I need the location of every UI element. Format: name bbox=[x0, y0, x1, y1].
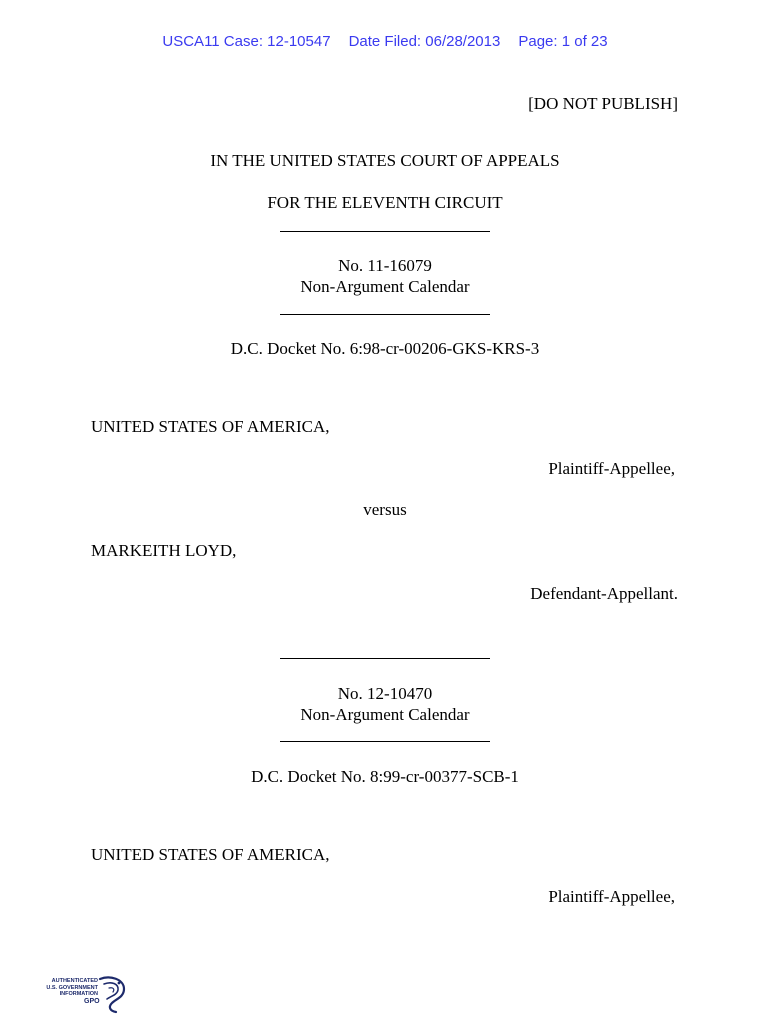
date-filed-header: Date Filed: 06/28/2013 bbox=[348, 33, 501, 50]
divider-rule bbox=[280, 314, 490, 315]
case2-calendar: Non-Argument Calendar bbox=[300, 705, 470, 724]
gpo-stamp-label: GPO bbox=[84, 998, 100, 1005]
case1-number: No. 11-16079 bbox=[338, 256, 432, 275]
case1-plaintiff: UNITED STATES OF AMERICA, bbox=[91, 417, 330, 436]
do-not-publish-label: [DO NOT PUBLISH] bbox=[528, 94, 678, 113]
divider-rule bbox=[280, 231, 490, 232]
page-count-header: Page: 1 of 23 bbox=[518, 33, 608, 50]
case2-plaintiff: UNITED STATES OF AMERICA, bbox=[91, 845, 330, 864]
divider-rule bbox=[280, 658, 490, 659]
case1-defendant-role: Defendant-Appellant. bbox=[530, 584, 678, 603]
eagle-icon bbox=[94, 975, 128, 1015]
versus-label: versus bbox=[363, 500, 407, 519]
filing-header bbox=[0, 33, 770, 50]
case-number-header: USCA11 Case: 12-10547 bbox=[162, 33, 331, 50]
case2-number: No. 12-10470 bbox=[337, 684, 433, 703]
circuit-name: FOR THE ELEVENTH CIRCUIT bbox=[267, 193, 503, 212]
case1-plaintiff-role: Plaintiff-Appellee, bbox=[548, 459, 675, 478]
case1-calendar: Non-Argument Calendar bbox=[300, 277, 470, 296]
court-name: IN THE UNITED STATES COURT OF APPEALS bbox=[210, 151, 560, 170]
case2-docket: D.C. Docket No. 8:99-cr-00377-SCB-1 bbox=[251, 767, 519, 786]
case2-plaintiff-role: Plaintiff-Appellee, bbox=[548, 887, 675, 906]
gpo-authentication-stamp bbox=[40, 973, 130, 1015]
divider-rule bbox=[280, 741, 490, 742]
gpo-stamp-text: AUTHENTICATED U.S. GOVERNMENT INFORMATION bbox=[46, 978, 98, 997]
case1-docket: D.C. Docket No. 6:98-cr-00206-GKS-KRS-3 bbox=[230, 339, 540, 358]
case1-defendant: MARKEITH LOYD, bbox=[91, 541, 237, 560]
